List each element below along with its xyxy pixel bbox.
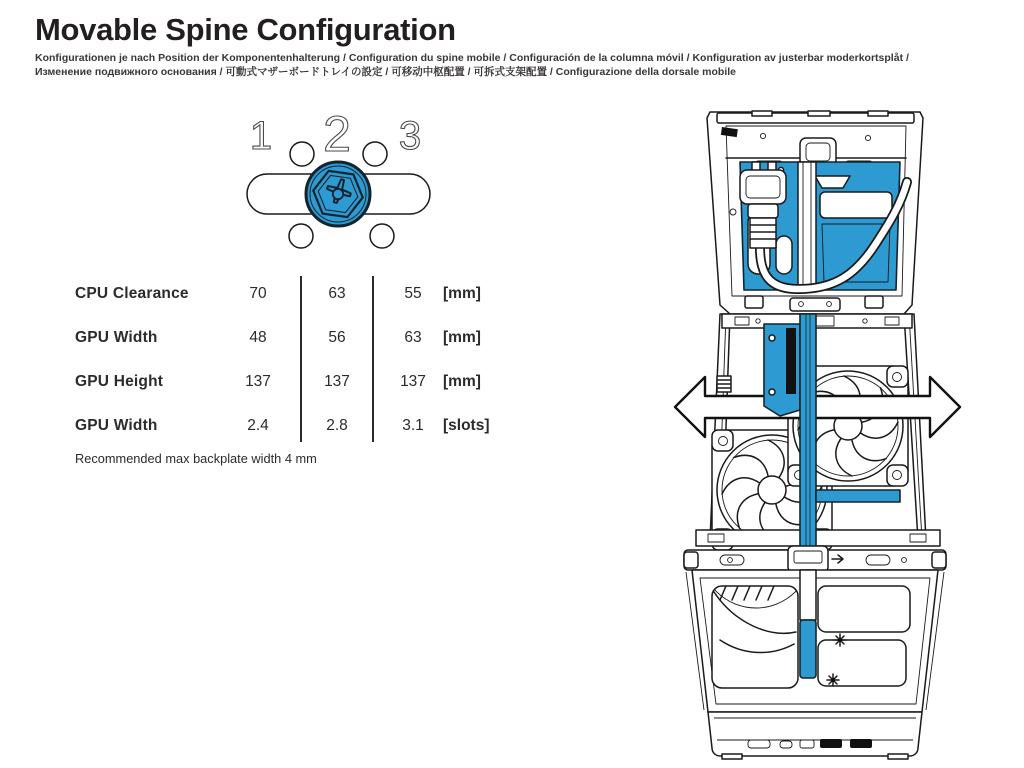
row-value-pos2: 2.8 xyxy=(326,417,348,434)
movable-spine-exploded-view xyxy=(660,100,1000,760)
row-value-pos2: 137 xyxy=(324,373,350,390)
screw-icon xyxy=(827,674,839,686)
rail-bracket xyxy=(717,376,731,392)
row-value-pos1: 70 xyxy=(249,285,267,302)
row-value-pos3: 137 xyxy=(400,373,426,390)
row-label: CPU Clearance xyxy=(75,285,189,302)
thumbscrew-icon xyxy=(306,162,370,226)
position-label-2: 2 xyxy=(323,106,351,162)
case-illustration xyxy=(660,100,1000,760)
mount-hole-bottom-left xyxy=(289,224,313,248)
row-value-pos1: 137 xyxy=(245,373,271,390)
mount-hole-top-left xyxy=(290,142,314,166)
cross-member xyxy=(696,530,940,546)
page-subtitles xyxy=(35,52,1005,79)
page-header xyxy=(35,12,1005,79)
backplate-note: Recommended max backplate width 4 mm xyxy=(75,451,317,466)
row-value-pos1: 2.4 xyxy=(247,417,269,434)
mount-hole-top-right xyxy=(363,142,387,166)
position-label-3: 3 xyxy=(398,114,422,158)
top-panel xyxy=(707,111,923,314)
row-value-pos1: 48 xyxy=(249,329,267,346)
screw-icon xyxy=(834,634,846,646)
row-label: GPU Width xyxy=(75,329,158,346)
row-value-pos3: 63 xyxy=(404,329,422,346)
row-unit: [mm] xyxy=(443,285,481,302)
row-unit: [slots] xyxy=(443,417,490,434)
mount-hole-bottom-right xyxy=(370,224,394,248)
spec-table xyxy=(75,272,555,466)
row-label: GPU Width xyxy=(75,417,158,434)
table-divider-1 xyxy=(300,276,302,442)
row-unit: [mm] xyxy=(443,329,481,346)
row-label: GPU Height xyxy=(75,373,164,390)
row-value-pos3: 55 xyxy=(404,285,422,302)
subtitle-line-1: Konfigurationen je nach Position der Komponentenhalterung / Configuration du spine mobile / Configuración de la columna móvil / Konfiguration av justerbar moderkortsplåt / xyxy=(35,52,909,64)
io-edge xyxy=(708,712,922,759)
table-divider-2 xyxy=(372,276,374,442)
row-value-pos2: 63 xyxy=(328,285,346,302)
row-value-pos3: 3.1 xyxy=(402,417,424,434)
subtitle-line-2: Изменение подвижного основания / 可動式マザーボードトレイの設定 / 可移动中枢配置 / 可拆式支架配置 / Configurazione della dorsale mobile xyxy=(35,65,737,78)
pcie-slot xyxy=(786,328,796,394)
row-value-pos2: 56 xyxy=(328,329,346,346)
position-label-1: 1 xyxy=(249,114,273,158)
spine-end-highlight xyxy=(800,570,816,678)
page-title: Movable Spine Configuration xyxy=(35,12,456,47)
spine-position-selector xyxy=(240,106,440,256)
panel-cutout xyxy=(818,586,910,632)
row-unit: [mm] xyxy=(443,373,481,390)
position-selector-diagram xyxy=(240,106,440,256)
